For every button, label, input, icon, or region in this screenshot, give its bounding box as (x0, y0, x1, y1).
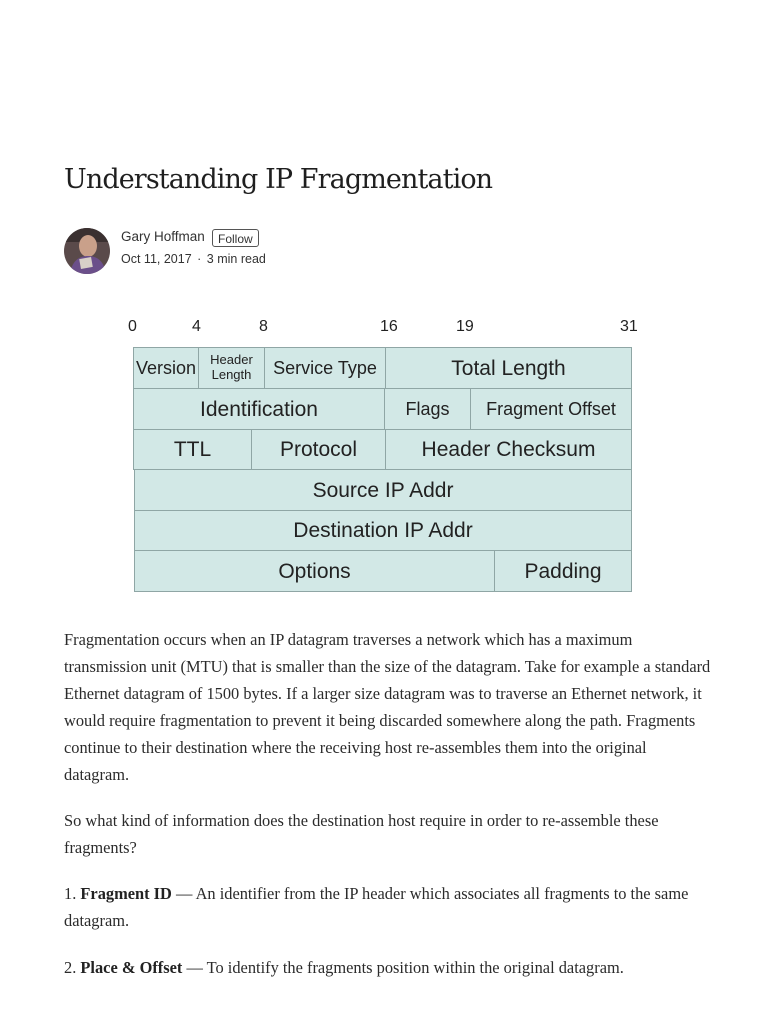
bit-label-0: 0 (128, 318, 137, 335)
field-total-length: Total Length (385, 347, 632, 389)
bit-label-16: 16 (380, 318, 398, 335)
paragraph-fragmentation: Fragmentation occurs when an IP datagram traverses a network which has a maximum transmission unit (MTU) that is smaller than the size of the datagram. Take for example a standard Ethernet datagram of 1500 bytes. If a larger size datagram was to traverse an Ethernet network, it would require fragmentation to prevent it being discarded somewhere along the path. Fragments continue to their destination where the receiving host re-assembles them into the original datagram. (64, 630, 711, 784)
field-options: Options (134, 550, 495, 592)
item-text: — To identify the fragments position within the original datagram. (182, 958, 624, 977)
field-header-length (198, 347, 265, 389)
field-ttl: TTL (133, 429, 252, 470)
author-avatar[interactable] (64, 228, 110, 274)
field-destination-ip: Destination IP Addr (134, 510, 632, 551)
item-term: Place & Offset (80, 958, 183, 977)
field-protocol: Protocol (251, 429, 386, 470)
item-number: 2. (64, 958, 77, 977)
article-title: Understanding IP Fragmentation (64, 164, 493, 195)
avatar-image (64, 228, 110, 274)
bit-label-4: 4 (192, 318, 201, 335)
field-flags: Flags (384, 388, 471, 430)
follow-button[interactable]: Follow (212, 229, 259, 247)
bit-label-8: 8 (259, 318, 268, 335)
field-version: Version (133, 347, 199, 389)
field-header-checksum: Header Checksum (385, 429, 632, 470)
paragraph-question: So what kind of information does the destination host require in order to re-assemble these fragments? (64, 811, 659, 857)
read-time: 3 min read (206, 252, 266, 266)
post-meta (121, 252, 266, 266)
field-identification: Identification (133, 388, 385, 430)
author-name[interactable]: Gary Hoffman (121, 229, 205, 244)
field-source-ip: Source IP Addr (134, 469, 632, 511)
item-text: — An identifier from the IP header which associates all fragments to the same datagram. (64, 884, 689, 930)
post-date: Oct 11, 2017 (121, 252, 192, 266)
field-padding: Padding (494, 550, 632, 592)
field-service-type: Service Type (264, 347, 386, 389)
header-length-line-1: Header (210, 352, 253, 368)
field-fragment-offset: Fragment Offset (470, 388, 632, 430)
bit-label-31: 31 (620, 318, 638, 335)
meta-separator: · (197, 252, 202, 266)
list-item-place-offset (64, 954, 714, 981)
item-number: 1. (64, 884, 77, 903)
item-term: Fragment ID (80, 884, 172, 903)
list-item-fragment-id (64, 880, 714, 934)
bit-label-19: 19 (456, 318, 474, 335)
header-length-line-2: Length (211, 367, 252, 382)
